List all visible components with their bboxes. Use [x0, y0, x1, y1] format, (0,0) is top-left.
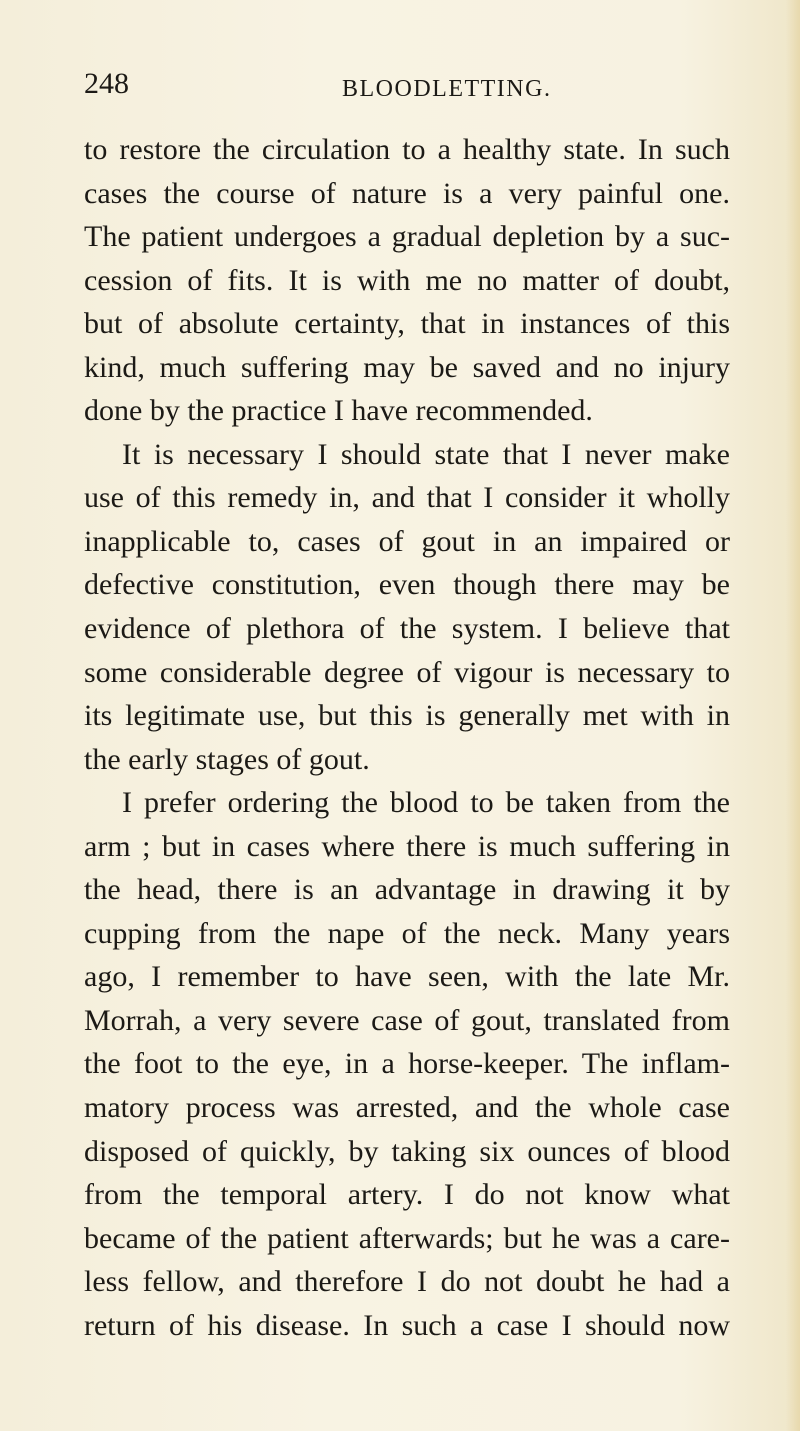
text-line: The patient undergoes a gradual depletion by a suc-: [84, 220, 730, 254]
text-line: I prefer ordering the blood to be taken from the: [122, 786, 730, 820]
text-line: defective constitution, even though there may be: [84, 568, 730, 602]
text-line: became of the patient afterwards; but he was a care-: [84, 1221, 730, 1255]
text-line: done by the practice I have recommended.: [84, 394, 593, 428]
text-line: cases the course of nature is a very painful one.: [84, 176, 730, 210]
text-line: its legitimate use, but this is generally met with in: [84, 699, 730, 733]
text-line: matory process was arrested, and the whole case: [84, 1091, 730, 1125]
text-line: Morrah, a very severe case of gout, translated from: [84, 1003, 730, 1037]
text-line: cession of fits. It is with me no matter of doubt,: [84, 263, 730, 297]
text-line: the foot to the eye, in a horse-keeper. The inflam-: [84, 1047, 730, 1081]
text-line: use of this remedy in, and that I consider it wholly: [84, 481, 730, 515]
page-edge-shading: [786, 0, 800, 1431]
text-line: the early stages of gout.: [84, 742, 370, 776]
text-line: It is necessary I should state that I never make: [122, 437, 730, 471]
text-line: disposed of quickly, by taking six ounces of blood: [84, 1134, 730, 1168]
text-line: arm ; but in cases where there is much suffering in: [84, 829, 730, 863]
text-line: some considerable degree of vigour is necessary to: [84, 655, 730, 689]
running-head-title: BLOODLETTING.: [342, 76, 552, 102]
body-text: [84, 128, 730, 1347]
text-line: the head, there is an advantage in drawing it by: [84, 873, 730, 907]
text-line: but of absolute certainty, that in instances of this: [84, 307, 730, 341]
text-line: ago, I remember to have seen, with the late Mr.: [84, 960, 730, 994]
text-line: return of his disease. In such a case I should now: [84, 1308, 730, 1342]
text-line: kind, much suffering may be saved and no injury: [84, 350, 730, 384]
text-line: cupping from the nape of the neck. Many years: [84, 916, 730, 950]
text-line: to restore the circulation to a healthy state. In such: [84, 133, 730, 166]
text-line: evidence of plethora of the system. I believe that: [84, 612, 730, 646]
page-number: 248: [84, 67, 129, 100]
text-line: inapplicable to, cases of gout in an impaired or: [84, 524, 730, 558]
text-line: from the temporal artery. I do not know what: [84, 1178, 730, 1212]
running-head: [84, 66, 724, 106]
text-line: less fellow, and therefore I do not doubt he had a: [84, 1265, 730, 1299]
